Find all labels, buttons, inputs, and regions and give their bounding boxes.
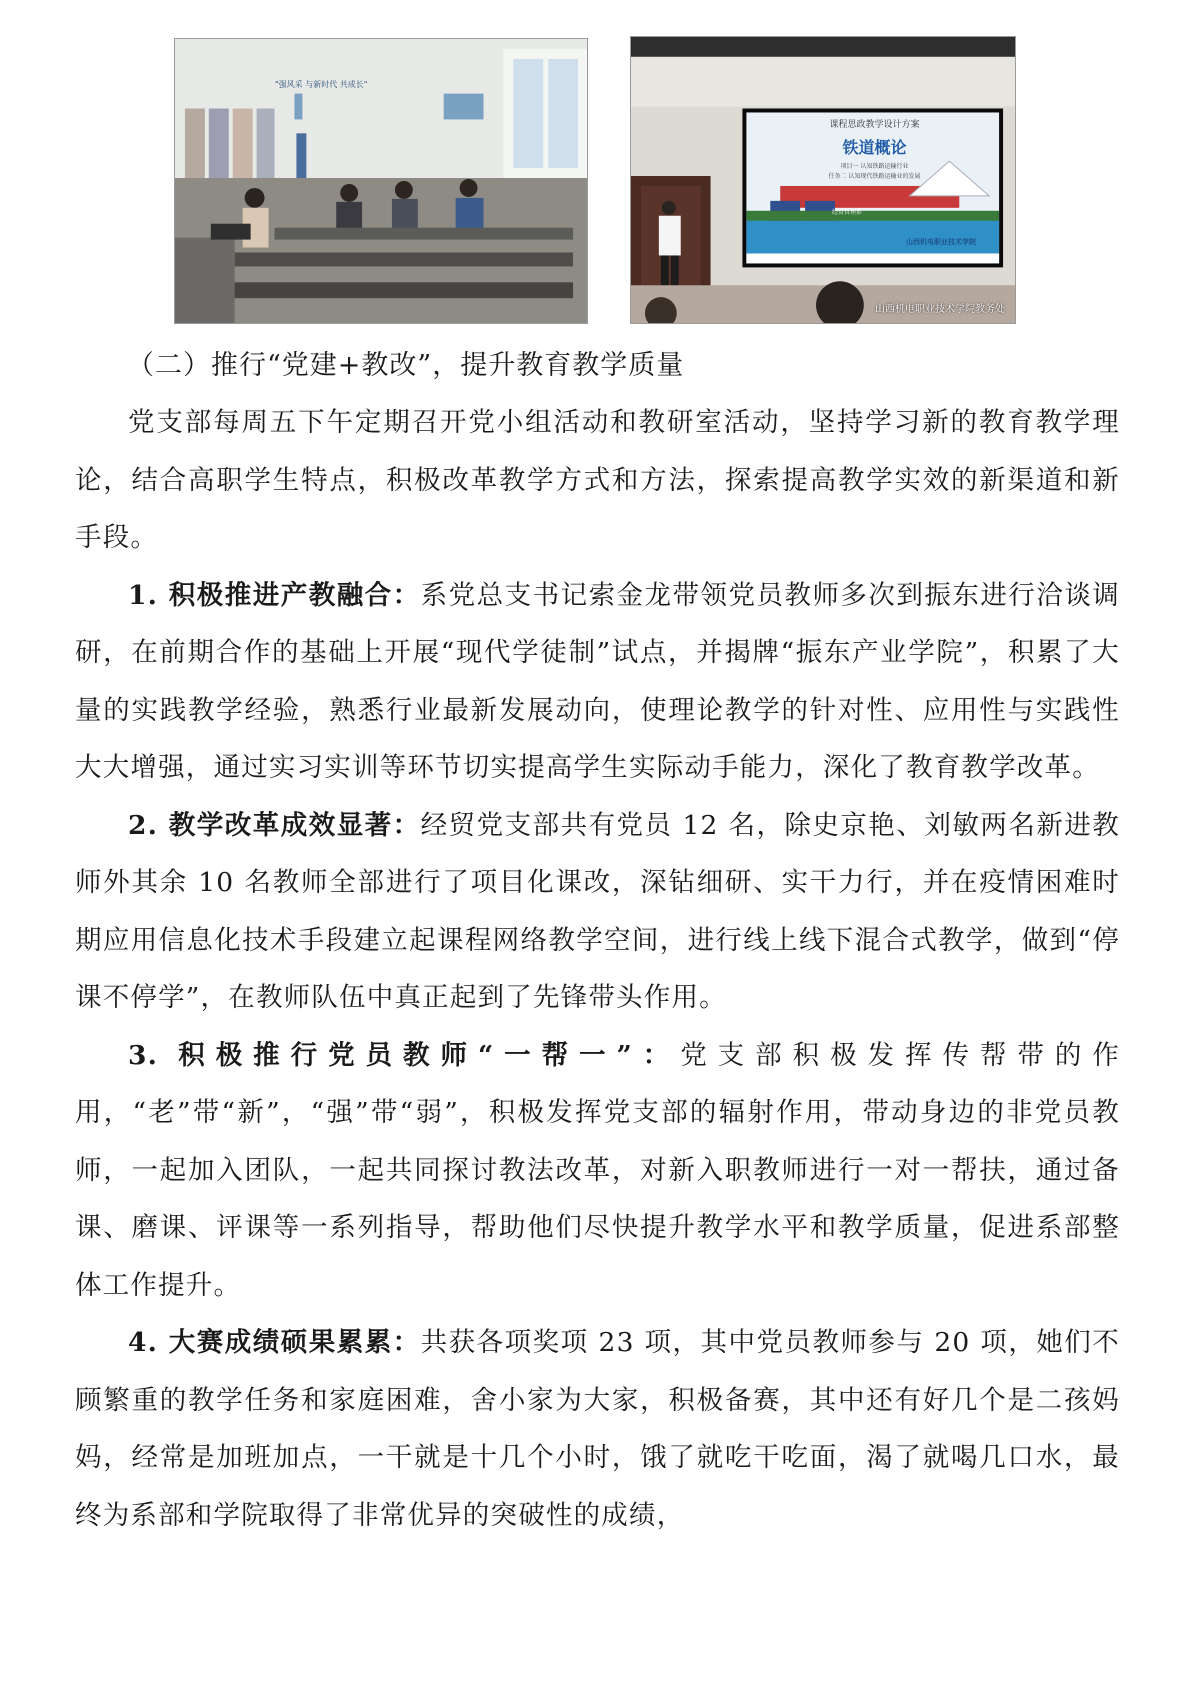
- paragraph-item-3: [75, 1027, 1120, 1315]
- slide-line-1: 项目一 认知铁路运输行业: [840, 163, 909, 170]
- slide-title: 课程思政教学设计方案: [829, 120, 920, 130]
- paragraph-text: 经贸党支部共有党员 12 名，除史京艳、刘敏两名新进教师外其余 10 名教师全部进行了项目化课改，深钻细研、实干力行，并在疫情困难时期应用信息化技术手段建立起课程网络教学空间，进行线上线下混合式教学，做到“停课不停学”，在教师队伍中真正起到了先锋带头作用。: [75, 809, 1120, 1013]
- paragraph-text: 党支部每周五下午定期召开党小组活动和教研室活动，坚持学习新的教育教学理论，结合高职学生特点，积极改革教学方式和方法，探索提高教学实效的新渠道和新手段。: [75, 407, 1120, 553]
- paragraph-item-2: [75, 797, 1120, 1027]
- paragraph-text: 共获各项奖项 23 项，其中党员教师参与 20 项，她们不顾繁重的教学任务和家庭困难，舍小家为大家，积极备赛，其中还有好几个是二孩妈妈，经常是加班加点，一干就是十几个小时，饿了就吃干吃面，渴了就喝几口水，最终为系部和学院取得了非常优异的突破性的成绩，: [75, 1327, 1120, 1531]
- document-body: [75, 344, 1120, 1544]
- section-heading: （二）推行“党建+教改”，提升教育教学质量: [127, 350, 685, 381]
- paragraph-lead: 1. 积极推进产教融合：: [128, 579, 421, 611]
- paragraph-item-4: [75, 1314, 1120, 1544]
- banner-slogan: "强风采 与新时代 共成长": [275, 80, 368, 89]
- paragraph-lead: 2. 教学改革成效显著：: [128, 809, 421, 841]
- slide-line-2: 任务二 认知现代铁路运输业的发展: [828, 173, 921, 180]
- lecture-scene-icon: [631, 37, 1015, 323]
- paragraph-lead: 3. 积极推行党员教师“一帮一”：: [128, 1039, 681, 1071]
- paragraph-item-1: [75, 567, 1120, 797]
- watermark: 山西机电职业技术学院教务处: [875, 304, 1005, 315]
- paragraph-text: 系党总支书记索金龙带领党员教师多次到振东进行洽谈调研，在前期合作的基础上开展“现代学徒制”试点，并揭牌“振东产业学院”，积累了大量的实践教学经验，熟悉行业最新发展动向，使理论教学的针对性、应用性与实践性大大增强，通过实习实训等环节切实提高学生实际动手能力，深化了教育教学改革。: [75, 579, 1121, 783]
- lecture-photo: [630, 36, 1016, 324]
- classroom-photo: [174, 38, 588, 324]
- classroom-scene-icon: [175, 39, 587, 323]
- slide-heading: 铁道概论: [842, 138, 907, 157]
- slide-dept: 经贸管理系: [831, 209, 862, 216]
- paragraph-lead: 4. 大赛成绩硕果累累：: [128, 1327, 421, 1358]
- paragraph-intro: [75, 394, 1120, 567]
- slide-footer: 山西机电职业技术学院: [906, 238, 976, 246]
- paragraph-text: 党支部积极发挥传帮带的作用，“老”带“新”，“强”带“弱”，积极发挥党支部的辐射作用，带动身边的非党员教师，一起加入团队，一起共同探讨教法改革，对新入职教师进行一对一帮扶，通过备课、磨课、评课等一系列指导，帮助他们尽快提升教学水平和教学质量，促进系部整体工作提升。: [75, 1039, 1121, 1301]
